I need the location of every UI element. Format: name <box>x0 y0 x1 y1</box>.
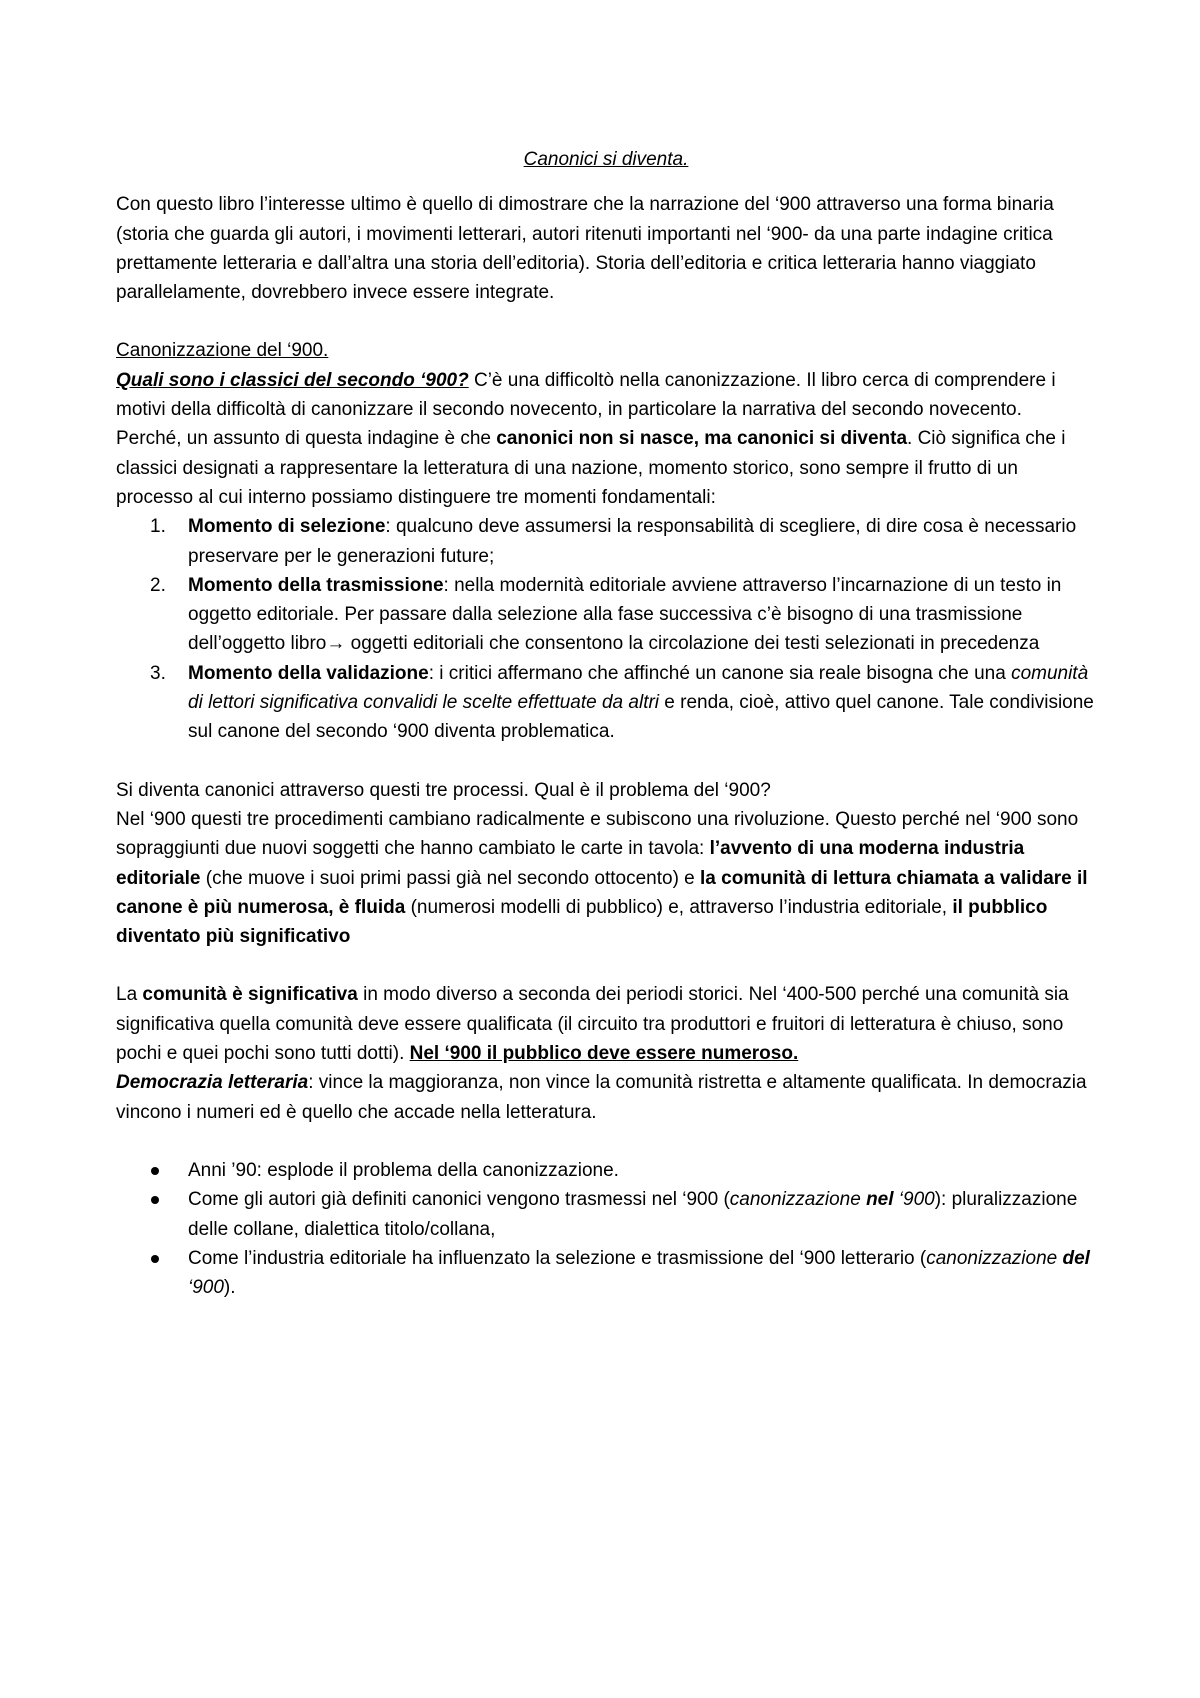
bullet-bold-italic: del <box>1062 1247 1090 1269</box>
bullet-italic-2: ‘900 <box>188 1277 224 1299</box>
democrazia-paragraph <box>116 1068 1096 1127</box>
bullet-icon <box>151 1255 159 1263</box>
bullet-italic-1: canonizzazione <box>926 1247 1063 1269</box>
moment-text-after: e renda, cioè, attivo quel canone. Tale condivisione sul canone del secondo ‘900 diventa problematica. <box>188 692 1094 743</box>
bullet-italic-1: canonizzazione <box>729 1189 867 1211</box>
moment-text: : nella modernità editoriale avviene attraverso l’incarnazione di un testo in oggetto editoriale. Per passare dalla selezione alla fase successiva c’è bisogno di una trasmissione dell’oggetto libro <box>188 574 1062 655</box>
intro-paragraph: Con questo libro l’interesse ultimo è quello di dimostrare che la narrazione del ‘900 attraverso una forma binaria (storia che guarda gli autori, i movimenti letterari, autori ritenuti importanti nel ‘900- da una parte indagine critica prettamente letteraria e dall’altra una storia dell’editoria). Storia dell’editoria e critica letteraria hanno viaggiato parallelamente, dovrebbero invece essere integrate. <box>116 194 1054 304</box>
bullet-text-a: Come gli autori già definiti canonici vengono trasmessi nel ‘900 ( <box>188 1189 730 1211</box>
moment-text: : i critici affermano che affinché un canone sia reale bisogna che una <box>428 662 1012 684</box>
spacer <box>116 747 1096 776</box>
assunto-a: Perché, un assunto di questa indagine è che <box>116 428 497 450</box>
assunto-b: . Ciò significa che i classici designati a rappresentare la letteratura di una nazione, momento storico, sono sempre il frutto di un processo al cui interno possiamo distinguere tre momenti fondamentali: <box>116 428 1066 508</box>
bullet-text-b: ). <box>223 1277 236 1299</box>
section-heading-canonizzazione: Canonizzazione del ‘900. <box>116 340 329 362</box>
list-marker: 3. <box>150 662 166 684</box>
moment-item-validazione <box>150 659 1096 747</box>
arrow-icon: → <box>326 633 346 655</box>
rivoluzione-c: (numerosi modelli di pubblico) e, attraverso l’industria editoriale, <box>405 896 953 918</box>
comunita-paragraph <box>116 980 1096 1068</box>
comunita-underline: Nel ‘900 il pubblico deve essere numeroso. <box>409 1043 799 1065</box>
moments-list <box>116 512 1096 746</box>
democrazia-text: : vince la maggioranza, non vince la comunità ristretta e altamente qualificata. In democrazia vincono i numeri ed è quello che accade nella letteratura. <box>116 1072 1087 1123</box>
rivoluzione-paragraph <box>116 805 1096 951</box>
document-title: Canonici si diventa. <box>523 149 689 170</box>
processi-line: Si diventa canonici attraverso questi tre processi. Qual è il problema del ‘900? <box>116 779 771 801</box>
bullet-list <box>116 1156 1096 1302</box>
rivoluzione-bold-2: la comunità di lettura chiamata a validare il canone è più numerosa, è fluida <box>116 867 1088 918</box>
list-marker: 2. <box>150 574 166 596</box>
assunto-bold: canonici non si nasce, ma canonici si diventa <box>496 428 908 450</box>
moment-title: Momento della validazione <box>188 662 429 684</box>
question-text: Quali sono i classici del secondo ‘900? <box>116 369 469 391</box>
comunita-a: La <box>116 984 143 1006</box>
question-paragraph <box>116 366 1096 425</box>
bullet-item-canonizzazione-del <box>188 1244 1096 1303</box>
bullet-italic-2: ‘900 <box>893 1189 935 1211</box>
bullet-icon <box>151 1167 159 1175</box>
moment-item-trasmissione <box>150 571 1096 659</box>
moment-title: Momento della trasmissione <box>188 574 444 596</box>
rivoluzione-bold-3: il pubblico diventato più significativo <box>116 896 1048 948</box>
bullet-text: Anni ’90: esplode il problema della canonizzazione. <box>188 1159 619 1181</box>
document-body <box>116 145 1096 1302</box>
rivoluzione-a: Nel ‘900 questi tre procedimenti cambiano radicalmente e subiscono una rivoluzione. Questo perché nel ‘900 sono sopraggiunti due nuovi soggetti che hanno cambiato le carte in tavola: <box>116 808 1079 860</box>
rivoluzione-b: (che muove i suoi primi passi già nel secondo ottocento) e <box>200 867 701 889</box>
moment-text: : qualcuno deve assumersi la responsabilità di scegliere, di dire cosa è necessario preservare per le generazioni future; <box>188 516 1077 567</box>
bullet-icon <box>151 1196 159 1204</box>
spacer <box>116 1127 1096 1156</box>
bullet-item-anni-90 <box>188 1156 1096 1185</box>
spacer <box>116 951 1096 980</box>
question-rest: C’è una difficoltò nella canonizzazione. Il libro cerca di comprendere i motivi della difficoltà di canonizzare il secondo novecento, in particolare la narrativa del secondo novecento. <box>116 369 1056 421</box>
comunita-b: in modo diverso a seconda dei periodi storici. Nel ‘400-500 perché una comunità sia significativa quella comunità deve essere qualificata (il circuito tra produttori e fruitori di letteratura è chiuso, sono pochi e quei pochi sono tutti dotti). <box>116 984 1069 1065</box>
bullet-text-a: Come l’industria editoriale ha influenzato la selezione e trasmissione del ‘900 letterario ( <box>188 1247 927 1269</box>
bullet-text-b: ): pluralizzazione delle collane, dialettica titolo/collana, <box>188 1189 1078 1240</box>
rivoluzione-bold-1: l’avvento di una moderna industria editoriale <box>116 838 1025 889</box>
moment-italic: comunità di lettori significativa convalidi le scelte effettuate da altri <box>188 662 1089 714</box>
moment-item-selezione <box>150 512 1096 571</box>
comunita-bold: comunità è significativa <box>142 984 358 1006</box>
moment-text-after: oggetti editoriali che consentono la circolazione dei testi selezionati in precedenza <box>345 633 1040 655</box>
moment-title: Momento di selezione <box>188 516 386 538</box>
spacer <box>116 307 1096 336</box>
list-marker: 1. <box>150 516 166 538</box>
bullet-item-canonizzazione-nel <box>188 1185 1096 1244</box>
bullet-bold-italic: nel <box>866 1189 894 1211</box>
democrazia-label: Democrazia letteraria <box>116 1072 309 1094</box>
assunto-paragraph <box>116 424 1096 512</box>
